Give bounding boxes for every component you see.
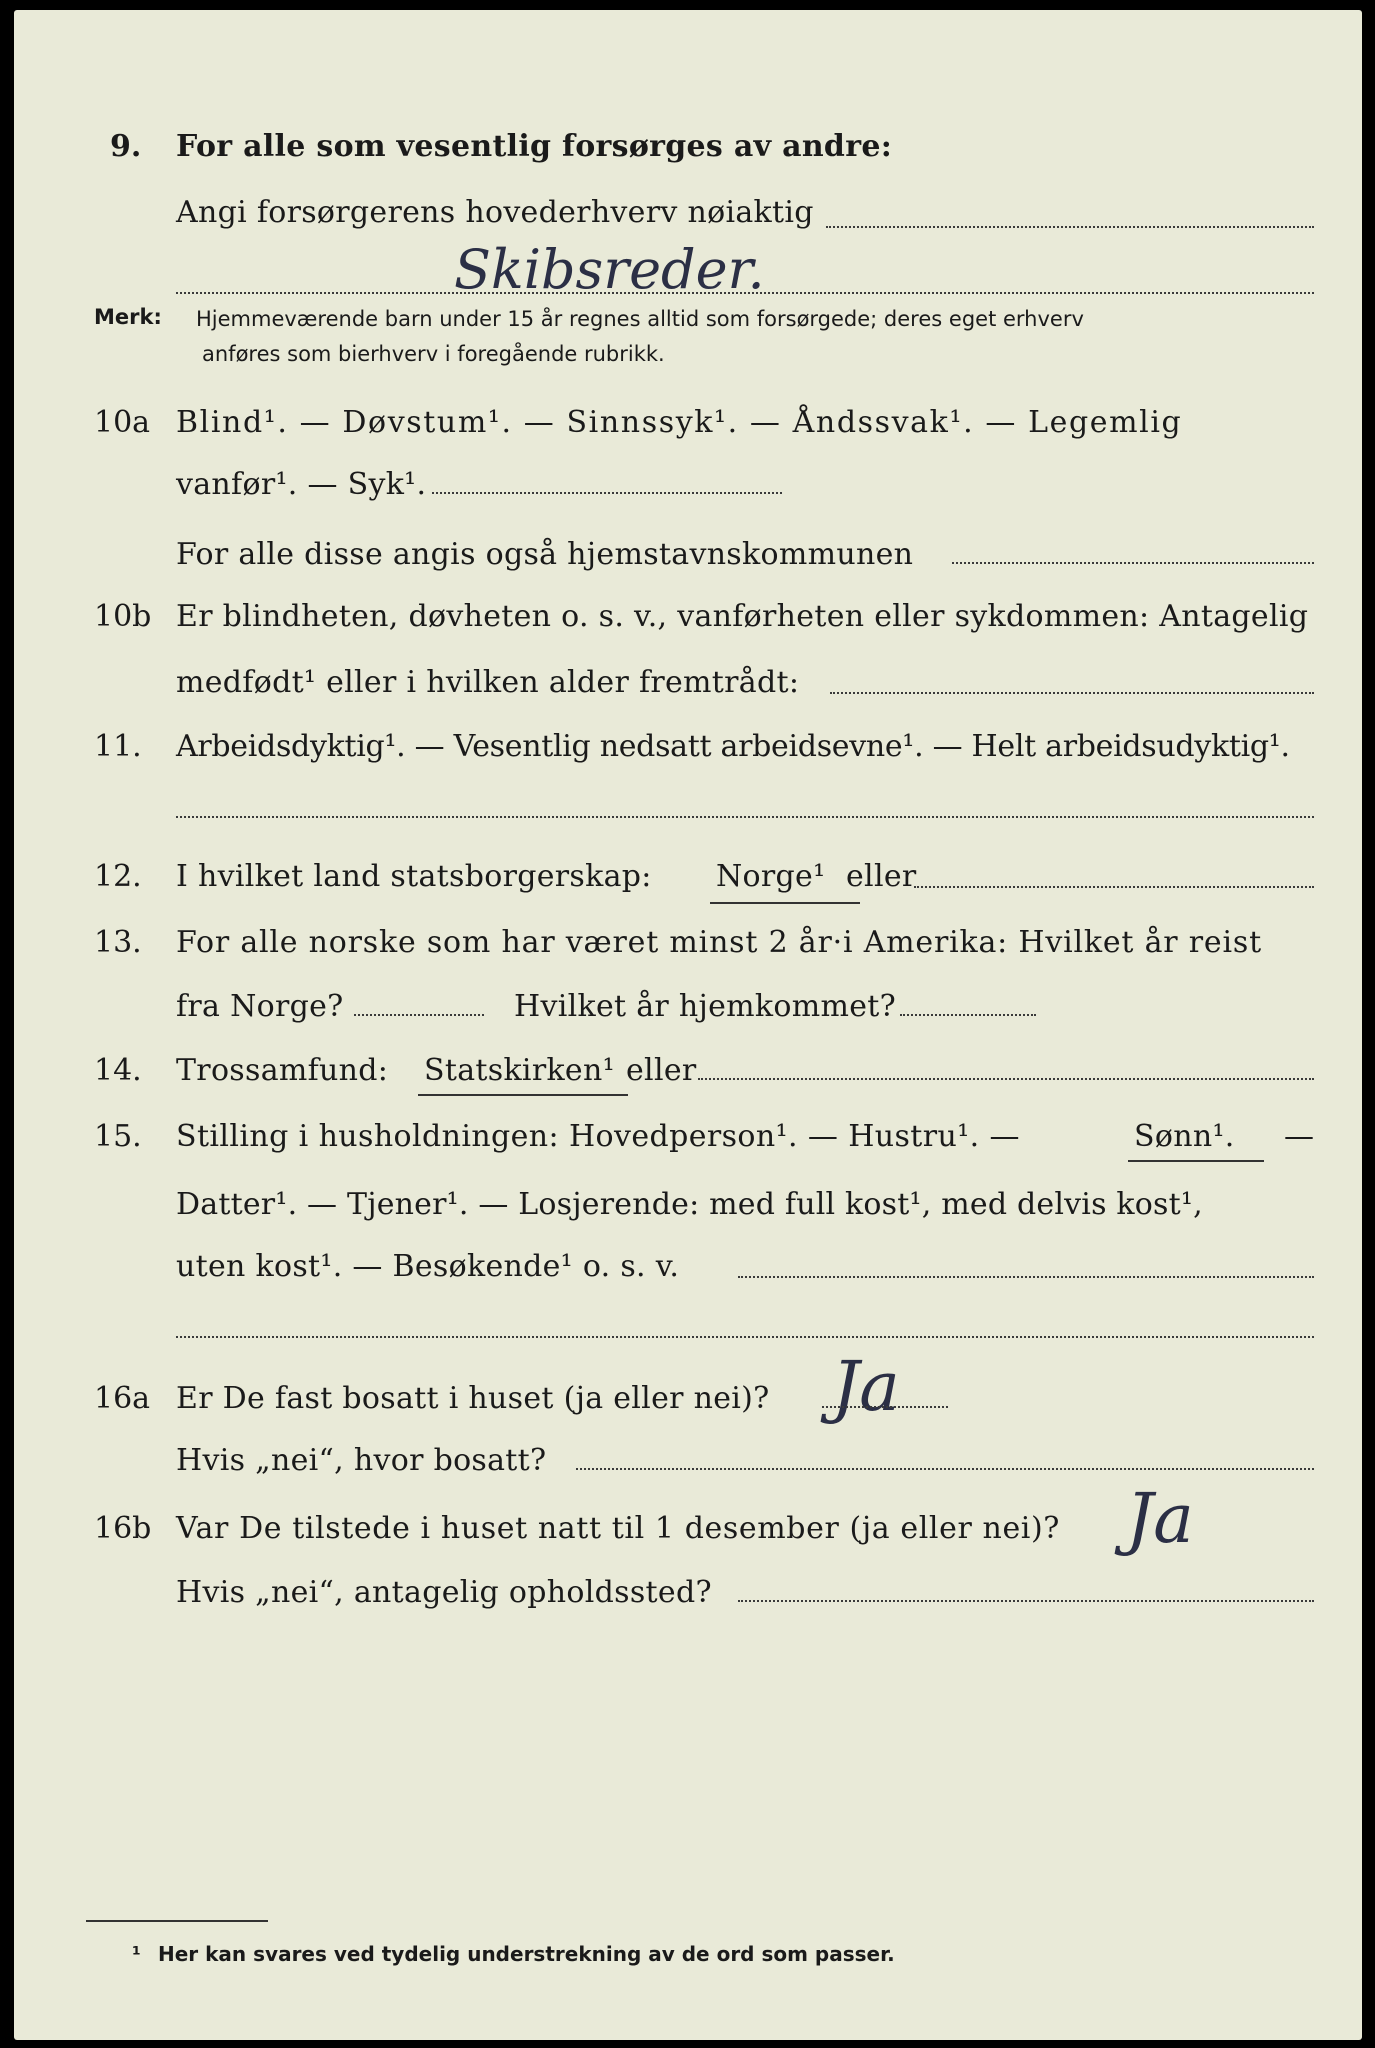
q10b-number: 10b — [94, 599, 152, 634]
footnote-text: Her kan svares ved tydelig understrekning av de ord som passer. — [158, 1942, 895, 1966]
q12-answer-line — [914, 886, 1314, 888]
q13-reist-prompt: fra Norge? — [176, 989, 344, 1024]
q14-number: 14. — [94, 1053, 142, 1088]
q11-number: 11. — [94, 729, 142, 764]
q10a-line-1: Blind¹. — Døvstum¹. — Sinnssyk¹. — Åndssvak¹. — Legemlig — [176, 405, 1183, 440]
q13-hjemkommet-prompt: Hvilket år hjemkommet? — [514, 989, 897, 1024]
q14-answer-line — [698, 1078, 1314, 1080]
q16a-number: 16a — [94, 1381, 151, 1416]
q10a-line-2: vanfør¹. — Syk¹. — [176, 467, 427, 502]
q16b-number: 16b — [94, 1511, 152, 1546]
merk-label: Merk: — [94, 305, 162, 329]
q15-dash: — — [1284, 1119, 1315, 1154]
q9-answer-line-1 — [826, 226, 1314, 228]
q15-sonn-underline — [1128, 1160, 1264, 1162]
q14-eller: eller — [626, 1053, 697, 1088]
q16b-line-1: Var De tilstede i huset natt til 1 desember (ja eller nei)? — [176, 1511, 1060, 1546]
q13-reist-line — [354, 1014, 484, 1016]
q13-hjemkommet-line — [900, 1014, 1036, 1016]
q10a-number: 10a — [94, 405, 151, 440]
q16a-bosatt-line — [576, 1468, 1314, 1470]
q12-number: 12. — [94, 859, 142, 894]
q15-answer-line-2 — [176, 1336, 1314, 1338]
census-form-page — [14, 10, 1362, 2040]
q11-line-1: Arbeidsdyktig¹. — Vesentlig nedsatt arbeidsevne¹. — Helt arbeidsudyktig¹. — [176, 729, 1290, 764]
q13-line-1: For alle norske som har været minst 2 år·i Amerika: Hvilket år reist — [176, 925, 1262, 960]
q13-number: 13. — [94, 925, 142, 960]
q16a-handwritten-answer: Ja — [832, 1348, 900, 1427]
q15-answer-line-1 — [738, 1276, 1314, 1278]
q12-prompt: I hvilket land statsborgerskap: — [176, 859, 652, 894]
q12-eller: eller — [846, 859, 917, 894]
q9-heading: For alle som vesentlig forsørges av andre: — [176, 129, 893, 164]
q15-option-sonn: Sønn¹. — [1134, 1119, 1235, 1154]
merk-line-1: Hjemmeværende barn under 15 år regnes alltid som forsørgede; deres eget erhverv — [196, 307, 1084, 331]
q10a-hjemstavn-line — [952, 562, 1314, 564]
footnote-mark: ¹ — [132, 1942, 141, 1966]
q12-norge-underline — [710, 902, 860, 904]
q11-answer-line — [176, 816, 1314, 818]
q14-statskirken-underline — [418, 1094, 628, 1096]
q14-option-statskirken: Statskirken¹ — [424, 1053, 615, 1088]
q15-line-2: Datter¹. — Tjener¹. — Losjerende: med full kost¹, med delvis kost¹, — [176, 1187, 1203, 1222]
q9-answer-line-2 — [176, 292, 1314, 294]
q10b-answer-line — [830, 692, 1314, 694]
q16a-line-2: Hvis „nei“, hvor bosatt? — [176, 1443, 547, 1478]
q15-line-1: Stilling i husholdningen: Hovedperson¹. — Hustru¹. — — [176, 1119, 1020, 1154]
q10a-answer-line — [432, 492, 782, 494]
merk-line-2: anføres som bierhverv i foregående rubrikk. — [202, 342, 665, 366]
q14-prompt: Trossamfund: — [176, 1053, 389, 1088]
q10b-line-1: Er blindheten, døvheten o. s. v., vanførheten eller sykdommen: Antagelig — [176, 599, 1309, 634]
q15-line-3: uten kost¹. — Besøkende¹ o. s. v. — [176, 1249, 680, 1284]
q16a-line-1: Er De fast bosatt i huset (ja eller nei)? — [176, 1381, 770, 1416]
q16b-handwritten-answer: Ja — [1126, 1480, 1194, 1559]
q9-prompt: Angi forsørgerens hovederhverv nøiaktig — [176, 195, 814, 230]
q9-handwritten-answer: Skibsreder. — [454, 238, 765, 301]
q10b-line-2: medfødt¹ eller i hvilken alder fremtrådt: — [176, 665, 800, 700]
q16a-answer-line — [822, 1406, 948, 1408]
footnote-rule — [86, 1920, 268, 1922]
q12-option-norge: Norge¹ — [716, 859, 826, 894]
q15-number: 15. — [94, 1119, 142, 1154]
q10a-line-3: For alle disse angis også hjemstavnskommunen — [176, 537, 914, 572]
q16b-opholdssted-line — [738, 1600, 1314, 1602]
q16b-line-2: Hvis „nei“, antagelig opholdssted? — [176, 1575, 712, 1610]
q9-number: 9. — [110, 129, 142, 164]
